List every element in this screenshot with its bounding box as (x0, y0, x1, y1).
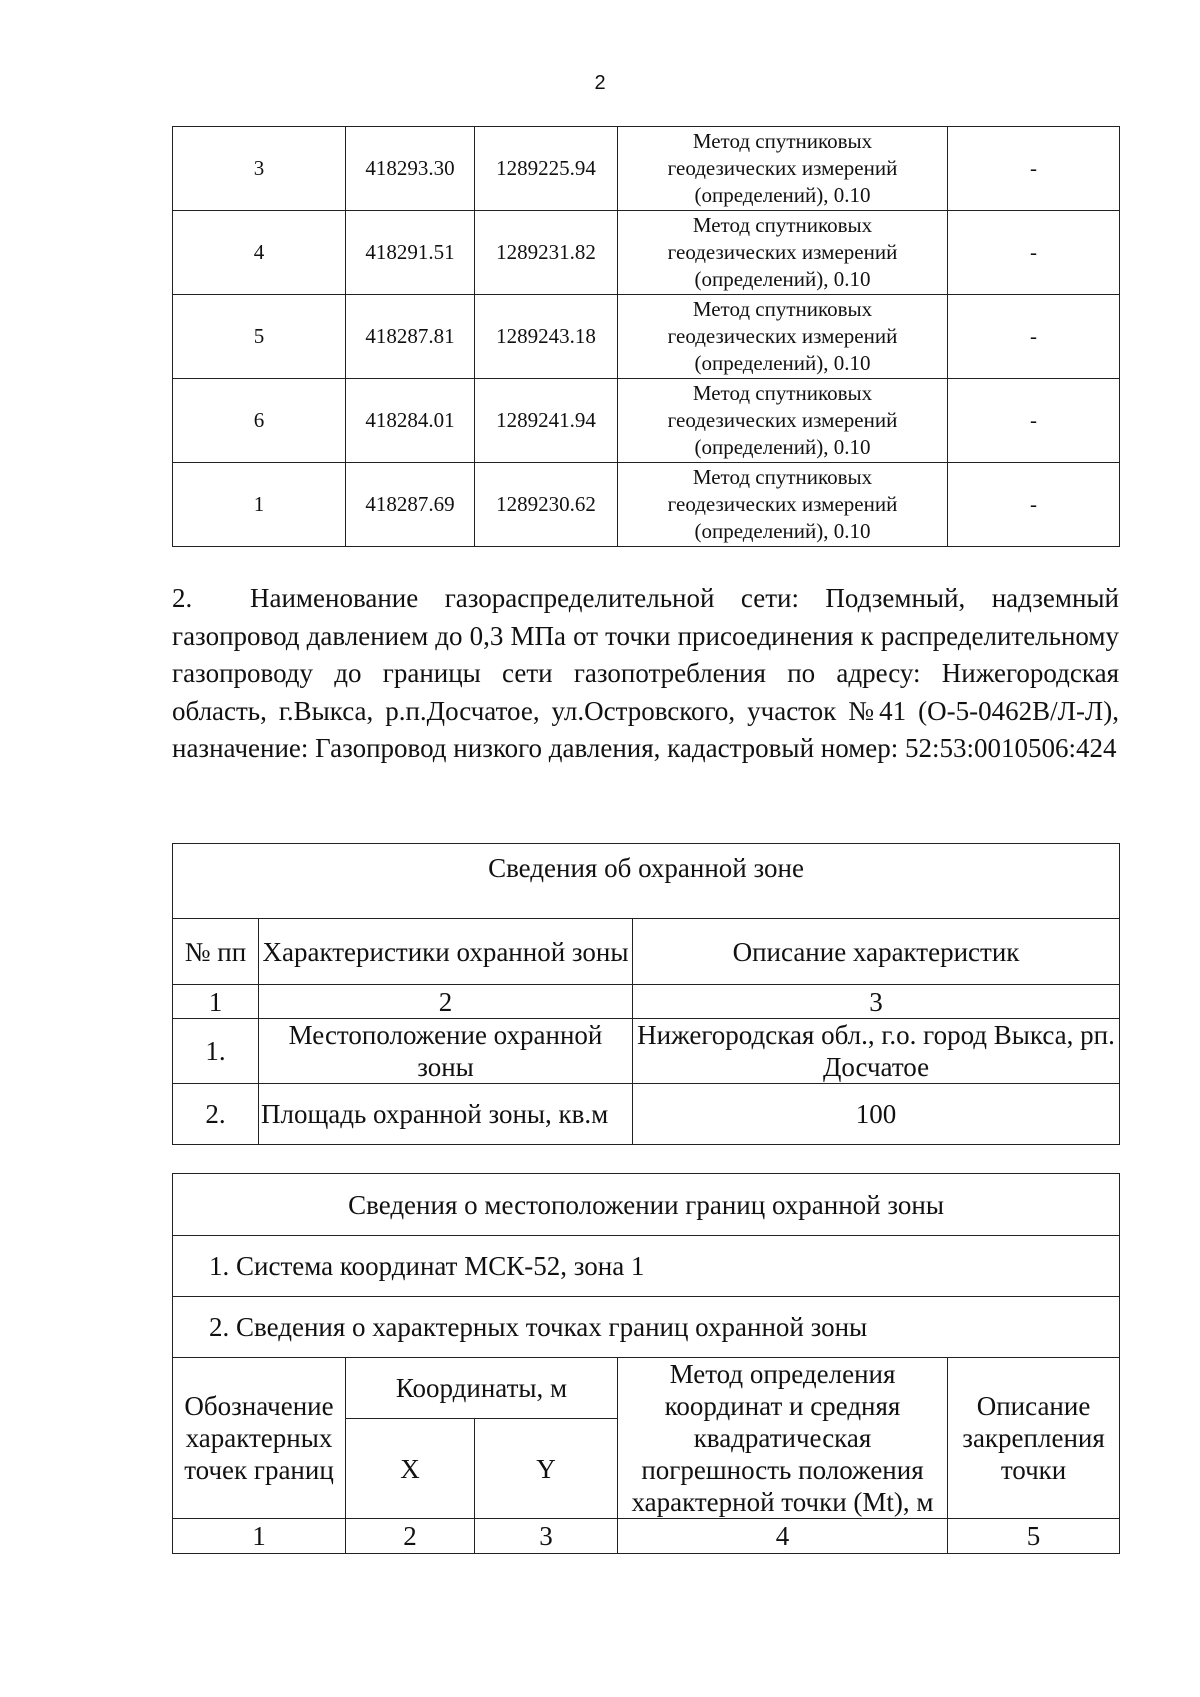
row-description: Нижегородская обл., г.о. город Выкса, рп. Досчатое (633, 1019, 1120, 1084)
index-cell: 3 (633, 985, 1120, 1019)
paragraph-text: Наименование газораспределительной сети: Подземный, надземный газопровод давлением до 0,3 МПа от точки присоединения к распределительному газопроводу до границы сети газопотребления по адресу: Нижегородская область, г.Выкса, р.п.Досчатое, ул.Островского, участок №41 (О-5-0462В/Л-Л), назначение: Газопровод низкого давления, кадастровый номер: 52:53:0010506:424 (172, 583, 1119, 763)
coord-x: 418293.30 (346, 127, 475, 211)
table-row (173, 379, 1120, 463)
header-coordinates: Координаты, м (346, 1358, 618, 1419)
header-characteristics: Характеристики охранной зоны (259, 919, 633, 985)
point-number: 1 (173, 463, 346, 547)
coord-x: 418287.69 (346, 463, 475, 547)
method-line: геодезических измерений (667, 324, 898, 348)
bounds-table-title: Сведения о местоположении границ охранной зоны (173, 1174, 1120, 1236)
method-cell (618, 379, 948, 463)
index-cell: 2 (346, 1519, 475, 1554)
index-cell: 1 (173, 985, 259, 1019)
fixing-description: - (948, 295, 1120, 379)
network-description (172, 580, 1119, 768)
point-number: 5 (173, 295, 346, 379)
method-line: (определений), 0.10 (694, 351, 871, 375)
table-row (173, 211, 1120, 295)
method-line: Метод спутниковых (692, 213, 873, 237)
zone-boundaries-table (172, 1173, 1120, 1554)
index-cell: 5 (948, 1519, 1120, 1554)
fixing-description: - (948, 379, 1120, 463)
fixing-description: - (948, 211, 1120, 295)
page-number: 2 (594, 72, 606, 94)
method-line: (определений), 0.10 (694, 435, 871, 459)
method-cell (618, 211, 948, 295)
method-line: Метод спутниковых (692, 129, 873, 153)
method-line: (определений), 0.10 (694, 519, 871, 543)
coordinate-system-item: 1. Система координат МСК-52, зона 1 (173, 1236, 1120, 1297)
row-number: 2. (173, 1084, 259, 1145)
method-cell (618, 463, 948, 547)
header-fixing-description: Описание закрепления точки (948, 1358, 1120, 1519)
point-number: 4 (173, 211, 346, 295)
row-characteristic: Площадь охранной зоны, кв.м (259, 1084, 633, 1145)
coordinates-table-continued (172, 126, 1120, 547)
index-cell: 2 (259, 985, 633, 1019)
coord-y: 1289243.18 (475, 295, 618, 379)
point-number: 6 (173, 379, 346, 463)
header-y: Y (475, 1419, 618, 1519)
method-line: геодезических измерений (667, 492, 898, 516)
method-cell (618, 295, 948, 379)
coord-y: 1289241.94 (475, 379, 618, 463)
header-number: № пп (173, 919, 259, 985)
coord-y: 1289230.62 (475, 463, 618, 547)
table-row (173, 463, 1120, 547)
index-cell: 1 (173, 1519, 346, 1554)
table-row (173, 295, 1120, 379)
row-characteristic: Местоположение охранной зоны (259, 1019, 633, 1084)
method-line: (определений), 0.10 (694, 267, 871, 291)
points-info-item: 2. Сведения о характерных точках границ охранной зоны (173, 1297, 1120, 1358)
header-description: Описание характеристик (633, 919, 1120, 985)
index-cell: 4 (618, 1519, 948, 1554)
method-line: геодезических измерений (667, 408, 898, 432)
method-line: Метод спутниковых (692, 465, 873, 489)
coord-x: 418291.51 (346, 211, 475, 295)
method-line: геодезических измерений (667, 240, 898, 264)
coord-y: 1289231.82 (475, 211, 618, 295)
paragraph-number: 2. (172, 583, 193, 613)
header-method: Метод определения координат и средняя квадратическая погрешность положения характерной точки (Mt), м (618, 1358, 948, 1519)
method-cell (618, 127, 948, 211)
coord-y: 1289225.94 (475, 127, 618, 211)
method-line: Метод спутниковых (692, 381, 873, 405)
method-line: Метод спутниковых (692, 297, 873, 321)
table-row (173, 127, 1120, 211)
fixing-description: - (948, 127, 1120, 211)
header-point-designation: Обозначение характерных точек границ (173, 1358, 346, 1519)
method-line: (определений), 0.10 (694, 183, 871, 207)
row-description: 100 (633, 1084, 1120, 1145)
zone-table-title: Сведения об охранной зоне (173, 844, 1120, 919)
protection-zone-info-table (172, 843, 1120, 1145)
point-number: 3 (173, 127, 346, 211)
method-line: геодезических измерений (667, 156, 898, 180)
index-cell: 3 (475, 1519, 618, 1554)
header-x: X (346, 1419, 475, 1519)
coord-x: 418287.81 (346, 295, 475, 379)
row-number: 1. (173, 1019, 259, 1084)
fixing-description: - (948, 463, 1120, 547)
coord-x: 418284.01 (346, 379, 475, 463)
